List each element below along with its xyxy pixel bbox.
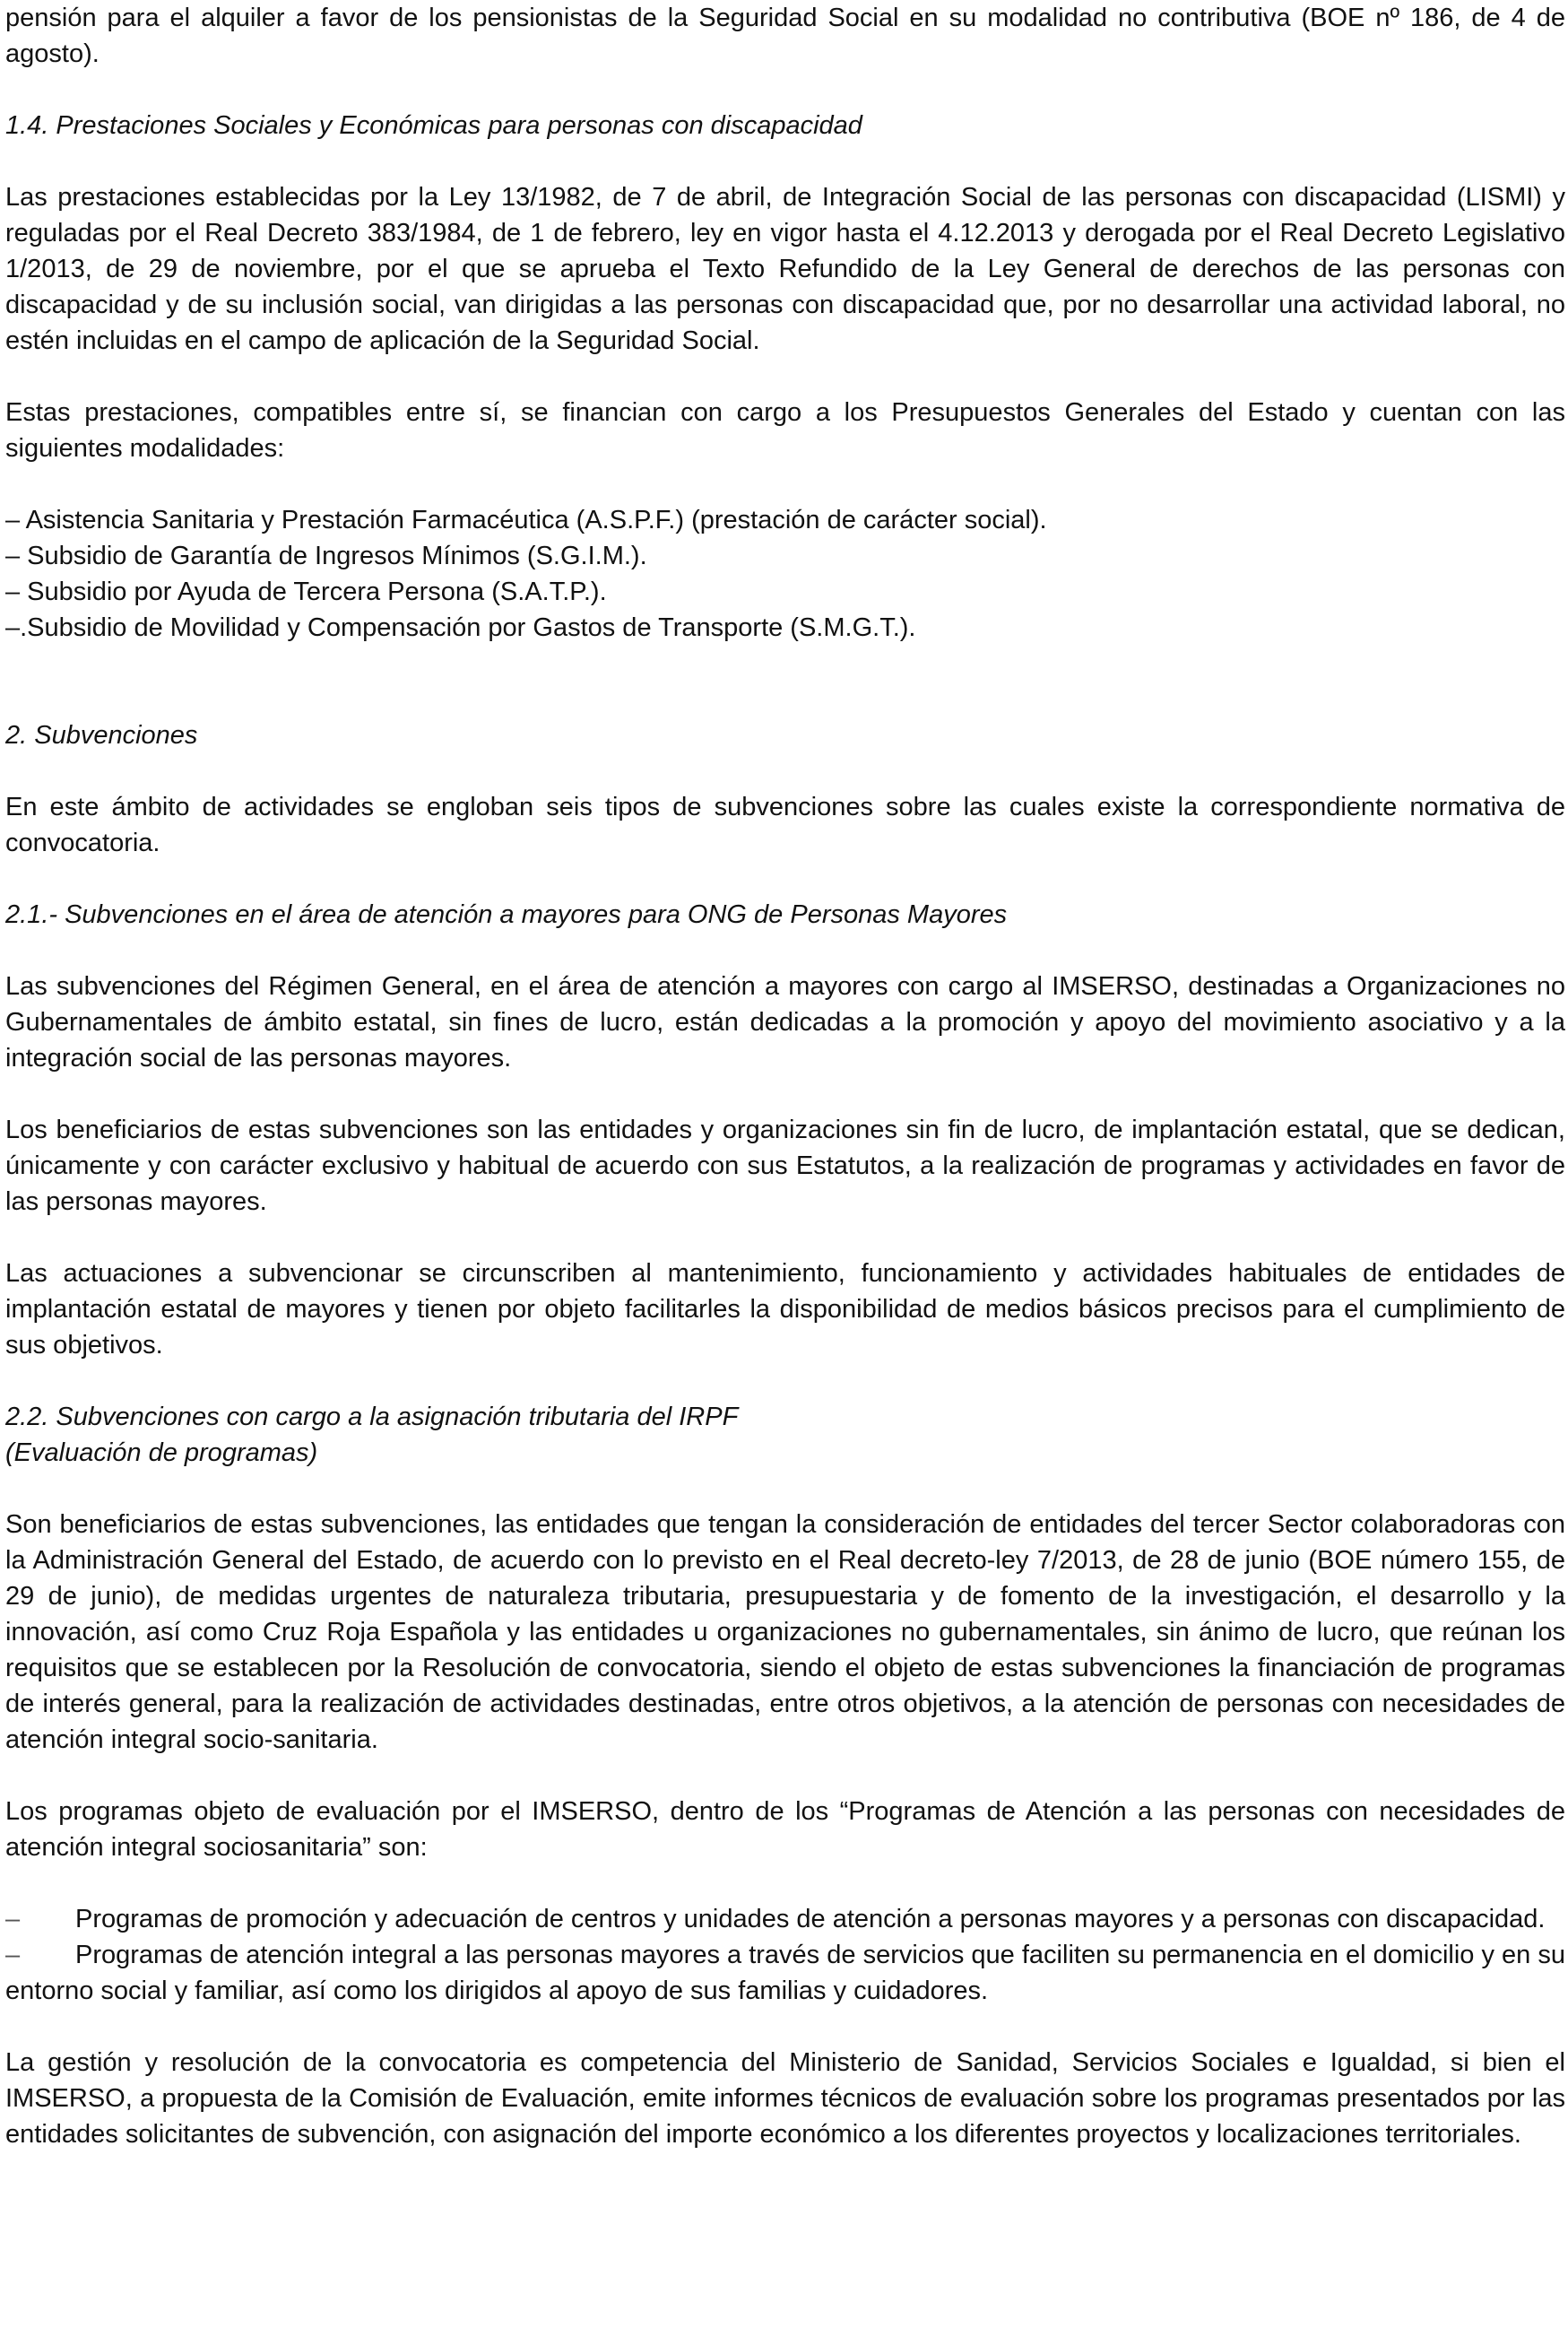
- section-2-1-heading: 2.1.- Subvenciones en el área de atención a mayores para ONG de Personas Mayores: [5, 900, 1008, 929]
- section-1-4-paragraph-1: Las prestaciones establecidas por la Ley 13/1982, de 7 de abril, de Integración Social de las personas con discapacidad (LISMI) y reguladas por el Real Decreto 383/1984, de 1 de febrero, ley en vigor hasta el 4.12.2013 y derogada por el Real Decreto Legislativo 1/2013, de 29 de noviembre, por el que se aprueba el Texto Refundido de la Ley General de derechos de las personas con discapacidad y de su inclusión social, van dirigidas a las personas con discapacidad que, por no desarrollar una actividad laboral, no estén incluidas en el campo de aplicación de la Seguridad Social.: [5, 183, 1565, 355]
- document-page: [5, 0, 1565, 2152]
- list-item: [5, 1937, 1565, 2009]
- programs-list: [5, 1901, 1565, 2009]
- intro-paragraph: pensión para el alquiler a favor de los pensionistas de la Seguridad Social en su modalidad no contributiva (BOE nº 186, de 4 de agosto).: [5, 4, 1565, 68]
- section-2-heading: 2. Subvenciones: [5, 721, 198, 750]
- section-2-2-heading: [5, 1399, 1565, 1471]
- section-2-1-paragraph-2: Los beneficiarios de estas subvenciones son las entidades y organizaciones sin fin de lucro, de implantación estatal, que se dedican, únicamente y con carácter exclusivo y habitual de acuerdo con sus Estatutos, a la realización de programas y actividades en favor de las personas mayores.: [5, 1116, 1565, 1216]
- section-1-4-paragraph-2: Estas prestaciones, compatibles entre sí, se financian con cargo a los Presupuestos Generales del Estado y cuentan con las siguientes modalidades:: [5, 398, 1565, 463]
- section-2-2-paragraph-3: La gestión y resolución de la convocatoria es competencia del Ministerio de Sanidad, Servicios Sociales e Igualdad, si bien el IMSERSO, a propuesta de la Comisión de Evaluación, emite informes técnicos de evaluación sobre los programas presentados por las entidades solicitantes de subvención, con asignación del importe económico a los diferentes proyectos y localizaciones territoriales.: [5, 2048, 1565, 2149]
- section-1-4-heading: 1.4. Prestaciones Sociales y Económicas para personas con discapacidad: [5, 111, 862, 140]
- section-2-2-heading-line-1: 2.2. Subvenciones con cargo a la asignación tributaria del IRPF: [5, 1403, 739, 1431]
- section-2-1-paragraph-1: Las subvenciones del Régimen General, en el área de atención a mayores con cargo al IMSERSO, destinadas a Organizaciones no Gubernamentales de ámbito estatal, sin fines de lucro, están dedicadas a la promoción y apoyo del movimiento asociativo y a la integración social de las personas mayores.: [5, 972, 1565, 1073]
- list-item: – Subsidio de Garantía de Ingresos Mínimos (S.G.I.M.).: [5, 542, 647, 570]
- section-2-2-heading-line-2: (Evaluación de programas): [5, 1438, 318, 1467]
- list-item: – Subsidio por Ayuda de Tercera Persona (S.A.T.P.).: [5, 578, 607, 606]
- list-item-text: Programas de atención integral a las personas mayores a través de servicios que faciliten su permanencia en el domicilio y en su entorno social y familiar, así como los dirigidos al apoyo de sus familias y cuidadores.: [5, 1941, 1565, 2005]
- section-2-2-paragraph-2: Los programas objeto de evaluación por el IMSERSO, dentro de los “Programas de Atención a las personas con necesidades de atención integral sociosanitaria” son:: [5, 1797, 1565, 1862]
- section-2-1-paragraph-3: Las actuaciones a subvencionar se circunscriben al mantenimiento, funcionamiento y actividades habituales de entidades de implantación estatal de mayores y tienen por objeto facilitarles la disponibilidad de medios básicos precisos para el cumplimiento de sus objetivos.: [5, 1259, 1565, 1360]
- section-2-2-paragraph-1: Son beneficiarios de estas subvenciones, las entidades que tengan la consideración de entidades del tercer Sector colaboradoras con la Administración General del Estado, de acuerdo con lo previsto en el Real decreto-ley 7/2013, de 28 de junio (BOE número 155, de 29 de junio), de medidas urgentes de naturaleza tributaria, presupuestaria y de fomento de la investigación, el desarrollo y la innovación, así como Cruz Roja Española y las entidades u organizaciones no gubernamentales, sin ánimo de lucro, que reúnan los requisitos que se establecen por la Resolución de convocatoria, siendo el objeto de estas subvenciones la financiación de programas de interés general, para la realización de actividades destinadas, entre otros objetivos, a la atención de personas con necesidades de atención integral socio-sanitaria.: [5, 1510, 1565, 1754]
- list-item-text: Programas de promoción y adecuación de centros y unidades de atención a personas mayores y a personas con discapacidad.: [75, 1905, 1546, 1933]
- benefits-list: [5, 502, 1565, 646]
- list-item: – Asistencia Sanitaria y Prestación Farmacéutica (A.S.P.F.) (prestación de carácter social).: [5, 506, 1047, 534]
- dash-bullet: –: [5, 1941, 21, 1969]
- list-item: –.Subsidio de Movilidad y Compensación por Gastos de Transporte (S.M.G.T.).: [5, 613, 916, 642]
- section-2-paragraph: En este ámbito de actividades se engloban seis tipos de subvenciones sobre las cuales existe la correspondiente normativa de convocatoria.: [5, 793, 1565, 857]
- list-item: [5, 1901, 1565, 1937]
- dash-bullet: –: [5, 1905, 21, 1933]
